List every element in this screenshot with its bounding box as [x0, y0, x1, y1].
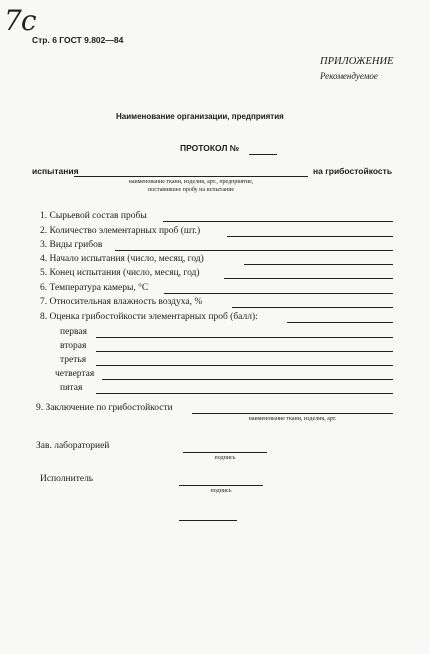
item-1: 1. Сырьевой состав пробы: [40, 211, 147, 221]
item-4-line: [244, 264, 393, 265]
test-suffix: на грибостойкость: [313, 166, 393, 176]
signature-line-1: [183, 452, 267, 453]
item-3: 3. Виды грибов: [40, 240, 103, 250]
item-5-line: [224, 278, 393, 279]
test-caption-1: наименование ткани, изделия, арт., предприятие,: [128, 179, 254, 185]
signature-caption-1: подпись: [214, 455, 236, 461]
item-3-line: [115, 250, 393, 251]
test-object-line: [74, 176, 308, 177]
sub-item-5: пятая: [60, 383, 83, 393]
appendix-title: ПРИЛОЖЕНИЕ: [320, 56, 394, 67]
item-5: 5. Конец испытания (число, месяц, год): [40, 268, 200, 278]
test-label: испытания: [32, 166, 79, 176]
appendix-subtitle: Рекомендуемое: [320, 71, 378, 81]
protocol-number-line: [249, 154, 277, 155]
item-2: 2. Количество элементарных проб (шт.): [40, 226, 201, 236]
sub-item-1: первая: [60, 327, 87, 337]
item-6-line: [164, 293, 393, 294]
item-6: 6. Температура камеры, °С: [40, 283, 149, 293]
page-header: Стр. 6 ГОСТ 9.802—84: [32, 35, 124, 45]
signature-role-2: Исполнитель: [40, 474, 94, 484]
signature-line-2: [179, 485, 263, 486]
item-8-line: [287, 322, 393, 323]
item-7-line: [232, 307, 393, 308]
item-1-line: [163, 221, 393, 222]
sub-item-3-line: [96, 365, 393, 366]
signature-caption-2: подпись: [210, 488, 232, 494]
sub-item-1-line: [96, 337, 393, 338]
sub-item-2: вторая: [60, 341, 87, 351]
handwritten-mark: 7c: [4, 4, 36, 37]
item-8: 8. Оценка грибостойкости элементарных проб (балл):: [40, 312, 258, 322]
sub-item-5-line: [96, 393, 393, 394]
item-2-line: [227, 236, 393, 237]
extra-signature-line: [179, 520, 237, 521]
conclusion-caption: наименование ткани, изделия, арт.: [248, 416, 337, 422]
sub-item-2-line: [96, 351, 393, 352]
protocol-title: ПРОТОКОЛ №: [180, 143, 240, 153]
organization-label: Наименование организации, предприятия: [116, 112, 284, 121]
conclusion-line: [192, 413, 393, 414]
conclusion-label: 9. Заключение по грибостойкости: [36, 403, 173, 413]
signature-role-1: Зав. лабораторией: [36, 441, 110, 451]
test-caption-2: поставившее пробу на испытание: [147, 187, 235, 193]
sub-item-3: третья: [60, 355, 87, 365]
sub-item-4-line: [102, 379, 393, 380]
sub-item-4: четвертая: [55, 369, 95, 379]
item-7: 7. Относительная влажность воздуха, %: [40, 297, 203, 307]
item-4: 4. Начало испытания (число, месяц, год): [40, 254, 204, 264]
